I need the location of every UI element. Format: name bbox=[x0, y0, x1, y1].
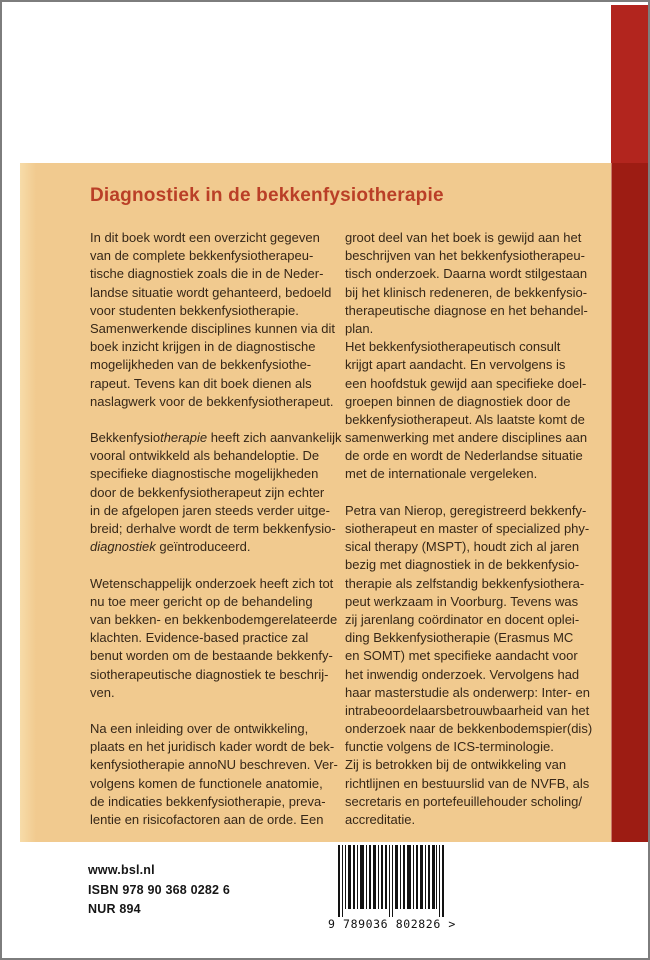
spine-stripe-lower bbox=[611, 163, 648, 842]
text-line: haar masterstudie als onderwerp: Inter- en bbox=[345, 684, 590, 700]
text-line: intrabeoordelaarsbetrouwbaarheid van het bbox=[345, 702, 590, 718]
text-line: Petra van Nierop, geregistreerd bekkenfy- bbox=[345, 502, 587, 518]
text-line: Bekkenfysiotherapie heeft zich aanvankelijk bbox=[90, 430, 342, 446]
text-line: bezig met diagnostiek in de bekkenfysio- bbox=[345, 557, 580, 573]
text-line: tisch onderzoek. Daarna wordt stilgestaan bbox=[345, 266, 588, 282]
spine-stripe bbox=[611, 5, 648, 842]
text-line: secretaris en portefeuillehouder scholing/ bbox=[345, 793, 583, 809]
text-line: voor studenten bekkenfysiotherapie. bbox=[90, 302, 299, 318]
text-line: van de complete bekkenfysiotherapeu- bbox=[90, 248, 314, 264]
text-line: ven. bbox=[90, 684, 115, 700]
text-line: breid; derhalve wordt de term bekkenfysio- bbox=[90, 521, 336, 536]
text-line: zij jarenlang coördinator en docent oplei- bbox=[345, 611, 580, 627]
text-line: tische diagnostiek zoals die in de Neder- bbox=[90, 266, 324, 282]
nur-code: NUR 894 bbox=[88, 902, 141, 916]
text-line: specifieke diagnostische mogelijkheden bbox=[90, 466, 319, 482]
text-column-left bbox=[90, 229, 340, 829]
text-line: onderzoek naar de bekkenbodemspier(dis) bbox=[345, 721, 593, 737]
text-line: vooral ontwikkeld als behandeloptie. De bbox=[90, 448, 320, 464]
text-line: peut werkzaam in Voorburg. Tevens was bbox=[345, 593, 579, 609]
text-line: Zij is betrokken bij de ontwikkeling van bbox=[345, 757, 567, 773]
text-line: het inwendig onderzoek. Vervolgens had bbox=[345, 666, 580, 682]
text-line: krijgt apart aandacht. En vervolgens is bbox=[345, 357, 566, 373]
text-line: siotherapeut en master of specialized phy- bbox=[345, 521, 590, 536]
text-line: plaats en het juridisch kader wordt de bek- bbox=[90, 739, 335, 755]
text-line: volgens komen de functionele anatomie, bbox=[90, 775, 323, 791]
text-line: Het bekkenfysiotherapeutisch consult bbox=[345, 339, 561, 355]
text-line: plan. bbox=[345, 320, 374, 336]
text-line bbox=[90, 411, 340, 429]
text-line: de indicaties bekkenfysiotherapie, preva- bbox=[90, 793, 326, 809]
barcode bbox=[328, 845, 456, 933]
isbn-number: ISBN 978 90 368 0282 6 bbox=[88, 882, 231, 897]
text-line: kenfysiotherapie annoNU beschreven. Ver- bbox=[90, 757, 338, 773]
text-line: Samenwerkende disciplines kunnen via dit bbox=[90, 320, 335, 336]
text-line: groot deel van het boek is gewijd aan het bbox=[345, 230, 582, 245]
text-line: naslagwerk voor de bekkenfysiotherapeut. bbox=[90, 393, 334, 409]
book-title: Diagnostiek in de bekkenfysiotherapie bbox=[90, 185, 444, 206]
text-line: Wetenschappelijk onderzoek heeft zich tot bbox=[90, 575, 334, 591]
text-line: diagnostiek geïntroduceerd. bbox=[90, 539, 251, 555]
text-line: klachten. Evidence-based practice zal bbox=[90, 630, 309, 646]
text-line: nu toe meer gericht op de behandeling bbox=[90, 593, 313, 609]
text-line: en SOMT) met specifieke aandacht voor bbox=[345, 648, 578, 664]
text-line: van bekken- en bekkenbodemgerelateerde bbox=[90, 611, 338, 627]
text-line: landse situatie wordt gehanteerd, bedoeld bbox=[90, 284, 332, 300]
text-line: door de bekkenfysiotherapeut zijn echter bbox=[90, 484, 325, 500]
text-line: samenwerking met andere disciplines aan bbox=[345, 430, 588, 446]
text-line: benut worden om de bestaande bekkenfy- bbox=[90, 648, 333, 664]
footer-publisher-info bbox=[88, 861, 230, 920]
text-line: therapeutische diagnose en het behandel- bbox=[345, 302, 588, 318]
barcode-bars-icon bbox=[338, 845, 444, 917]
text-line: mogelijkheden van de bekkenfysiothe- bbox=[90, 357, 312, 373]
text-line: een hoofdstuk gewijd aan specifieke doel- bbox=[345, 375, 587, 391]
text-line bbox=[345, 484, 595, 502]
text-line: Na een inleiding over de ontwikkeling, bbox=[90, 721, 309, 737]
text-line: de orde en wordt de Nederlandse situatie bbox=[345, 448, 583, 464]
text-line: siotherapeutische diagnostiek te beschrij- bbox=[90, 666, 329, 682]
text-line: ding Bekkenfysiotherapie (Erasmus MC bbox=[345, 630, 574, 646]
text-line: boek inzicht krijgen in de diagnostische bbox=[90, 339, 316, 355]
text-line: lentie en risicofactoren aan de orde. Een bbox=[90, 812, 324, 827]
text-line: bij het klinisch redeneren, de bekkenfysio- bbox=[345, 284, 588, 300]
barcode-number: 9 789036 802826 > bbox=[328, 917, 456, 931]
text-line: in de afgelopen jaren steeds verder uitge- bbox=[90, 502, 330, 518]
text-line: met de internationale vergeleken. bbox=[345, 466, 538, 482]
text-line: In dit boek wordt een overzicht gegeven bbox=[90, 230, 320, 245]
text-line: beschrijven van het bekkenfysiotherapeu- bbox=[345, 248, 585, 264]
text-line bbox=[90, 556, 340, 574]
text-line: bekkenfysiotherapeut. Als laatste komt de bbox=[345, 411, 585, 427]
text-line: rapeut. Tevens kan dit boek dienen als bbox=[90, 375, 312, 391]
text-line: accreditatie. bbox=[345, 812, 416, 827]
publisher-url: www.bsl.nl bbox=[88, 863, 155, 877]
text-line: therapie als zelfstandig bekkenfysiothera- bbox=[345, 575, 585, 591]
text-line: richtlijnen en bestuurslid van de NVFB, als bbox=[345, 775, 590, 791]
text-line bbox=[90, 702, 340, 720]
text-line: sical therapy (MSPT), houdt zich al jaren bbox=[345, 539, 580, 555]
text-line: functie volgens de ICS-terminologie. bbox=[345, 739, 554, 755]
text-line: groepen binnen de diagnostiek door de bbox=[345, 393, 571, 409]
spine-stripe-upper bbox=[611, 5, 648, 163]
text-column-right bbox=[345, 229, 595, 829]
